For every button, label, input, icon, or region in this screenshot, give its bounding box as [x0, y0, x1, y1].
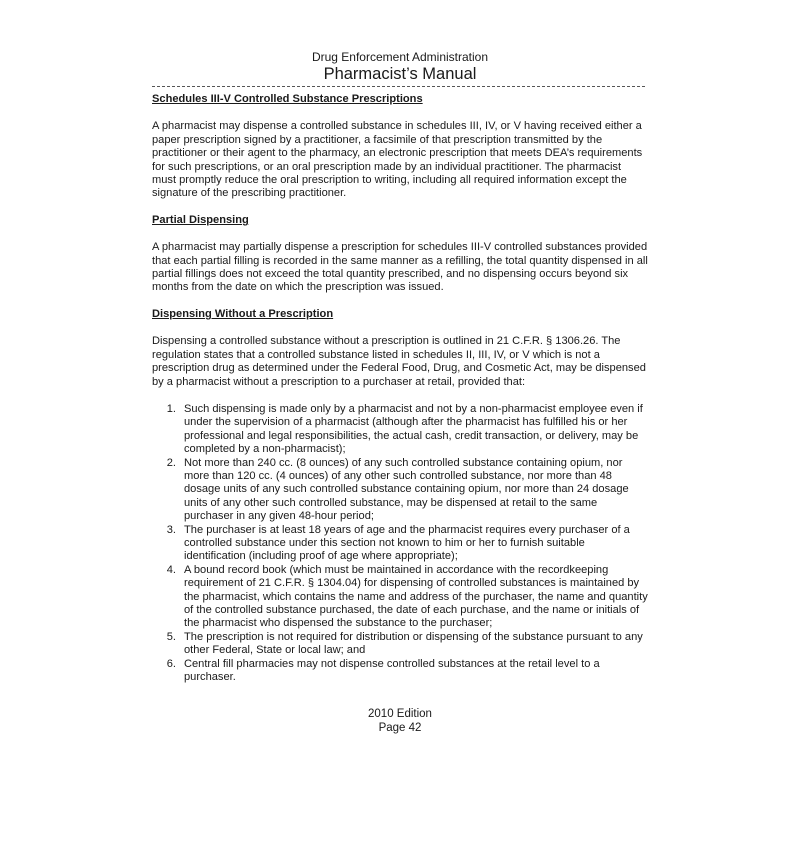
list-item	[152, 658, 648, 685]
list-item-text: A bound record book (which must be maintained in accordance with the recordkeeping requirement of 21 C.F.R. § 1304.04) for dispensing of controlled substances is maintained by the pharmacist, which contains the name and address of the purchaser, the name and quantity of the controlled substance purchased, the date of each purchase, and the name or initials of the pharmacist who dispensed the substance to the purchaser;	[184, 563, 648, 630]
section-heading: Dispensing Without a Prescription	[152, 307, 334, 320]
section-heading: Partial Dispensing	[152, 213, 249, 226]
section-paragraph: A pharmacist may partially dispense a prescription for schedules III-V controlled substances provided that each partial filling is recorded in the same manner as a refilling, the total quantity dispensed in all partial fillings does not exceed the total quantity prescribed, and no dispensing occurs beyond six months from the date on which the prescription was issued.	[152, 241, 648, 294]
list-item-text: Central fill pharmacies may not dispense controlled substances at the retail level to a purchaser.	[184, 657, 600, 684]
list-item-text: Such dispensing is made only by a pharmacist and not by a non-pharmacist employee even if under the supervision of a pharmacist (although after the pharmacist has fulfilled his or her professional and legal responsibilities, the actual cash, credit transaction, or delivery, may be completed by a non-pharmacist);	[184, 402, 643, 456]
list-item	[152, 631, 648, 658]
page-header	[152, 50, 648, 83]
list-item	[152, 403, 648, 457]
page-number: Page 42	[378, 722, 422, 734]
page-footer	[300, 707, 500, 735]
list-item-number: 6.	[166, 657, 176, 670]
list-item-number: 3.	[166, 523, 176, 536]
list-item	[152, 564, 648, 631]
list-item-text: Not more than 240 cc. (8 ounces) of any such controlled substance containing opium, nor more than 120 cc. (4 ounces) of any other such controlled substance, nor more than 48 dosage units of any such controlled substance containing opium, nor more than 24 dosage units of any other such controlled substance, may be dispensed at retail to the same purchaser in any given 48-hour period;	[184, 456, 629, 523]
list-item	[152, 524, 648, 564]
edition-label: 2010 Edition	[368, 708, 432, 720]
section-paragraph: Dispensing a controlled substance without a prescription is outlined in 21 C.F.R. § 1306.26. The regulation states that a controlled substance listed in schedules II, III, IV, or V which is not a prescription drug as determined under the Federal Food, Drug, and Cosmetic Act, may be dispensed by a pharmacist without a prescription to a purchaser at retail, provided that:	[152, 335, 646, 388]
list-item	[152, 457, 648, 524]
section-schedules-iii-v	[152, 93, 648, 201]
requirements-list	[152, 403, 648, 685]
list-item-number: 2.	[166, 456, 176, 469]
agency-name: Drug Enforcement Administration	[311, 50, 489, 64]
section-dispensing-without-prescription	[152, 308, 648, 685]
list-item-number: 1.	[166, 402, 176, 415]
list-item-text: The prescription is not required for distribution or dispensing of the substance pursuant to any other Federal, State or local law; and	[184, 630, 643, 657]
manual-title: Pharmacist’s Manual	[323, 65, 477, 83]
header-divider	[152, 86, 645, 87]
list-item-number: 4.	[166, 563, 176, 576]
list-item-text: The purchaser is at least 18 years of age and the pharmacist requires every purchaser of a controlled substance under this section not known to him or her to furnish suitable identification (including proof of age where appropriate);	[184, 523, 630, 563]
section-heading: Schedules III-V Controlled Substance Prescriptions	[152, 93, 423, 105]
list-item-number: 5.	[166, 630, 176, 643]
section-partial-dispensing	[152, 214, 648, 295]
page-content	[152, 93, 648, 684]
section-paragraph: A pharmacist may dispense a controlled substance in schedules III, IV, or V having received either a paper prescription signed by a practitioner, a facsimile of that prescription transmitted by the practitioner or their agent to the pharmacy, an electronic prescription that meets DEA’s requirements for such prescriptions, or an oral prescription made by an individual practitioner. The pharmacist must promptly reduce the oral prescription to writing, including all required information except the signature of the prescribing practitioner.	[152, 120, 643, 200]
